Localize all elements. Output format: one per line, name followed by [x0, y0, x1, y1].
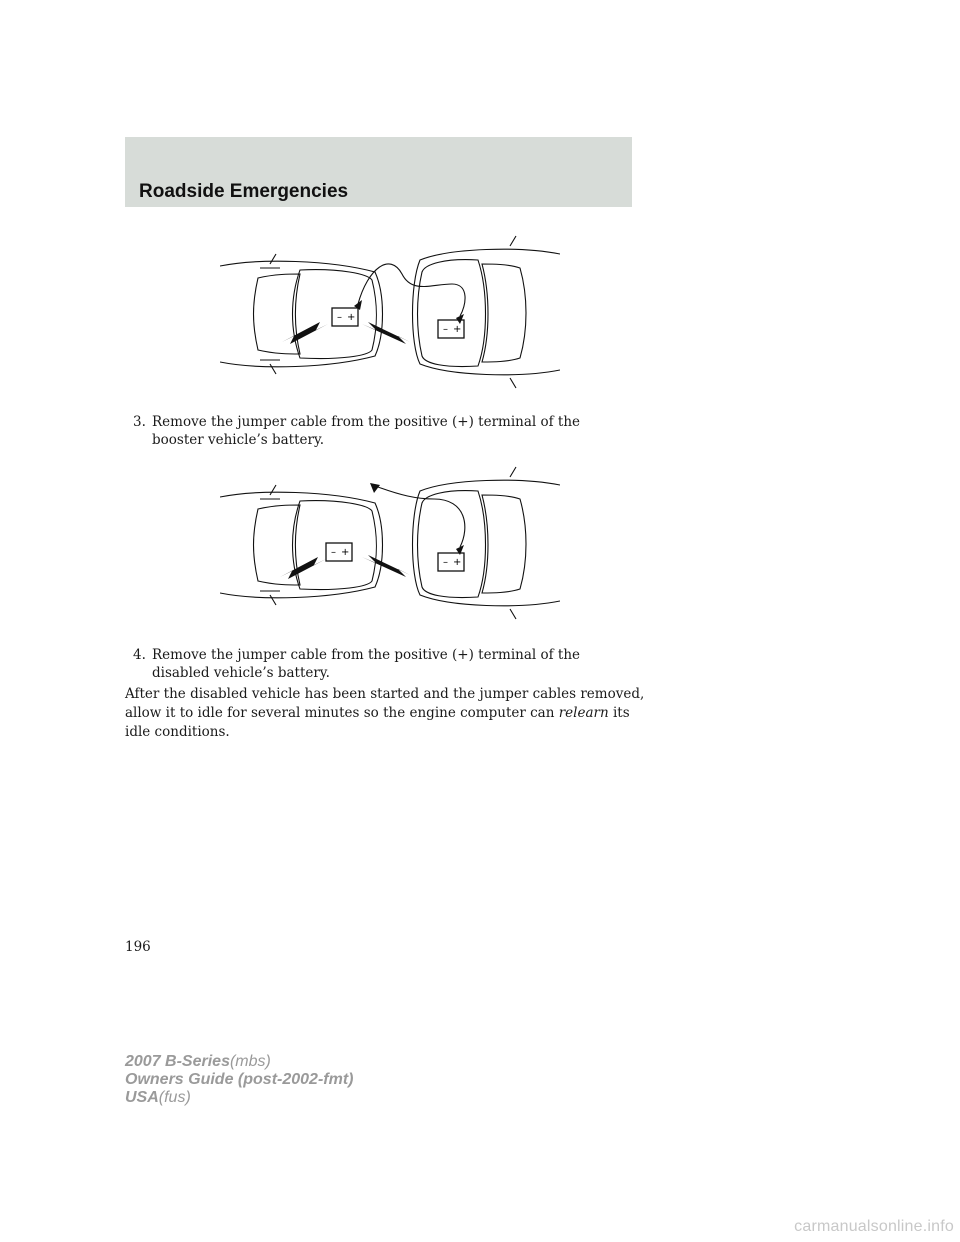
spark-icon	[362, 555, 410, 577]
step-4	[133, 647, 603, 682]
body-paragraph	[125, 685, 645, 742]
battery-plus: +	[453, 324, 462, 335]
jumper-cable	[378, 487, 465, 547]
step-number: 4.	[133, 647, 146, 663]
right-car-hood	[418, 491, 486, 598]
battery-minus: –	[443, 557, 448, 568]
watermark: carmanualsonline.info	[794, 1218, 954, 1235]
footer-line-1	[125, 1053, 353, 1071]
document-footer	[125, 1053, 353, 1107]
spark-icon	[362, 322, 410, 344]
jumper-cable-diagram-step4	[220, 465, 560, 621]
battery-minus: –	[331, 547, 336, 558]
footer-market: USA	[125, 1089, 159, 1106]
footer-line-3	[125, 1089, 353, 1107]
footer-market-code: (fus)	[158, 1089, 191, 1106]
battery-plus: +	[453, 557, 462, 568]
battery-minus: –	[443, 324, 448, 335]
step-text: Remove the jumper cable from the positive (+) terminal of the disabled vehicle’s battery.	[152, 647, 581, 681]
paragraph-text: After the disabled vehicle has been started and the jumper cables removed, allow it to idle for several minutes so the engine computer can	[125, 686, 645, 721]
battery-minus: –	[337, 312, 342, 323]
left-car-body	[220, 492, 383, 598]
step-number: 3.	[133, 414, 146, 430]
footer-model: 2007 B-Series	[125, 1053, 230, 1070]
battery-plus: +	[341, 547, 350, 558]
right-car-body	[413, 249, 561, 375]
page-number: 196	[125, 939, 151, 955]
footer-guide: Owners Guide (post-2002-fmt)	[125, 1071, 354, 1088]
footer-model-code: (mbs)	[229, 1053, 271, 1070]
section-title: Roadside Emergencies	[139, 181, 349, 202]
section-header	[125, 137, 632, 207]
right-car-hood	[418, 260, 486, 367]
battery-plus: +	[347, 312, 356, 323]
jumper-cable-diagram-step3	[220, 234, 560, 390]
step-text: Remove the jumper cable from the positive (+) terminal of the booster vehicle’s battery.	[152, 414, 581, 448]
spark-icon	[280, 557, 326, 579]
footer-line-2	[125, 1071, 353, 1089]
paragraph-italic: relearn	[558, 705, 609, 721]
step-3	[133, 414, 603, 449]
spark-icon	[282, 322, 328, 344]
cable-clamp-icon	[370, 483, 380, 493]
paragraph-tail: its idle conditions.	[125, 705, 630, 740]
